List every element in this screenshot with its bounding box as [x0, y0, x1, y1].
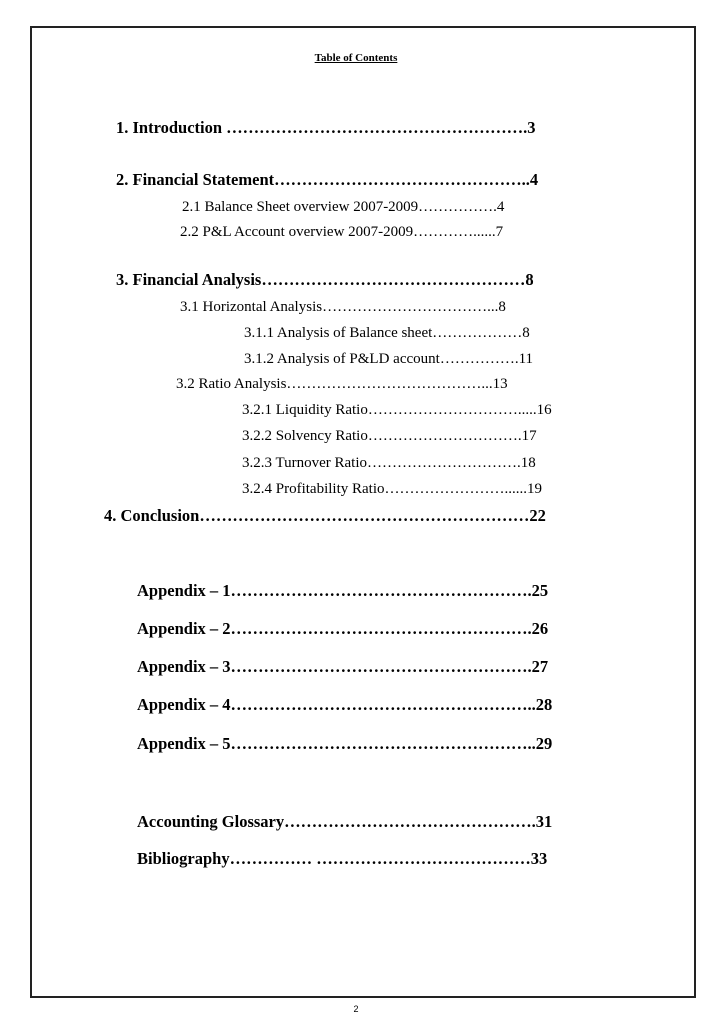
toc-entry-solvency-ratio: 3.2.2 Solvency Ratio………………………….17 — [242, 428, 537, 444]
toc-entry-appendix-2: Appendix – 2……………………………………………….26 — [137, 619, 549, 638]
toc-entry-horizontal-analysis: 3.1 Horizontal Analysis……………………………...8 — [180, 299, 506, 315]
page-number: 2 — [353, 1004, 359, 1014]
toc-entry-appendix-5: Appendix – 5………………………………………………..29 — [137, 734, 553, 753]
toc-entry-profitability-ratio: 3.2.4 Profitability Ratio……………………......19 — [242, 481, 542, 497]
toc-entry-financial-statement: 2. Financial Statement………………………………………..4 — [116, 170, 539, 189]
toc-entry-analysis-balance-sheet: 3.1.1 Analysis of Balance sheet………………8 — [244, 325, 530, 341]
toc-entry-pl-account-overview: 2.2 P&L Account overview 2007-2009…………......7 — [180, 224, 504, 240]
toc-entry-analysis-pld-account: 3.1.2 Analysis of P&LD account…………….11 — [244, 351, 534, 367]
toc-entry-financial-analysis: 3. Financial Analysis…………………………………………8 — [116, 270, 534, 289]
page-title: Table of Contents — [314, 52, 398, 64]
toc-entry-accounting-glossary: Accounting Glossary……………………………………….31 — [137, 812, 553, 831]
toc-entry-appendix-1: Appendix – 1……………………………………………….25 — [137, 581, 549, 600]
toc-entry-appendix-4: Appendix – 4………………………………………………..28 — [137, 695, 553, 714]
toc-entry-ratio-analysis: 3.2 Ratio Analysis…………………………………...13 — [176, 376, 508, 392]
toc-entry-turnover-ratio: 3.2.3 Turnover Ratio………………………….18 — [242, 455, 536, 471]
toc-entry-conclusion: 4. Conclusion……………………………………………………22 — [104, 506, 546, 525]
toc-entry-introduction: 1. Introduction ……………………………………………….3 — [116, 118, 536, 137]
toc-entry-appendix-3: Appendix – 3……………………………………………….27 — [137, 657, 549, 676]
toc-entry-balance-sheet-overview: 2.1 Balance Sheet overview 2007-2009…………….4 — [182, 199, 505, 215]
toc-entry-liquidity-ratio: 3.2.1 Liquidity Ratio………………………….....16 — [242, 402, 552, 418]
toc-entry-bibliography: Bibliography…………… …………………………………33 — [137, 849, 548, 868]
